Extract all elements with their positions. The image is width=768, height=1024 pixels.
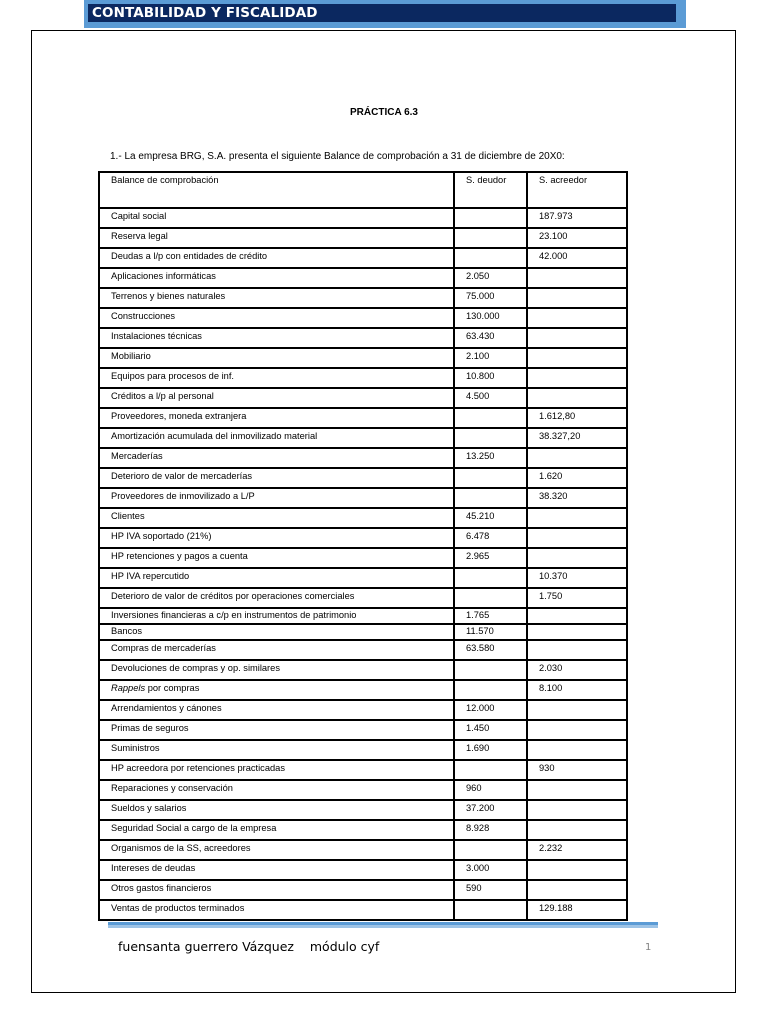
debit-cell: 1.690 [454, 740, 527, 760]
credit-cell [527, 288, 627, 308]
table-row [99, 208, 627, 228]
account-cell: Amortización acumulada del inmovilizado material [99, 428, 454, 448]
account-cell: HP retenciones y pagos a cuenta [99, 548, 454, 568]
debit-cell: 63.430 [454, 328, 527, 348]
debit-cell [454, 660, 527, 680]
table-row [99, 720, 627, 740]
debit-cell: 12.000 [454, 700, 527, 720]
account-cell: Otros gastos financieros [99, 880, 454, 900]
credit-cell: 23.100 [527, 228, 627, 248]
debit-cell: 130.000 [454, 308, 527, 328]
table-row [99, 640, 627, 660]
credit-cell [527, 820, 627, 840]
account-cell-text: por compras [145, 683, 200, 693]
credit-cell [527, 720, 627, 740]
table-row [99, 448, 627, 468]
table-row [99, 408, 627, 428]
debit-cell [454, 588, 527, 608]
credit-cell [527, 368, 627, 388]
table-row [99, 680, 627, 700]
account-cell: HP IVA soportado (21%) [99, 528, 454, 548]
account-cell: Primas de seguros [99, 720, 454, 740]
debit-cell [454, 408, 527, 428]
document-title: PRÁCTICA 6.3 [350, 107, 418, 118]
debit-cell [454, 488, 527, 508]
credit-cell [527, 860, 627, 880]
table-row [99, 568, 627, 588]
credit-cell: 930 [527, 760, 627, 780]
debit-cell [454, 468, 527, 488]
credit-cell: 8.100 [527, 680, 627, 700]
account-cell: Proveedores de inmovilizado a L/P [99, 488, 454, 508]
table-row [99, 508, 627, 528]
credit-cell [527, 448, 627, 468]
table-row [99, 348, 627, 368]
account-cell: Sueldos y salarios [99, 800, 454, 820]
account-cell: Construcciones [99, 308, 454, 328]
table-row [99, 660, 627, 680]
debit-cell: 4.500 [454, 388, 527, 408]
debit-cell [454, 228, 527, 248]
debit-cell: 37.200 [454, 800, 527, 820]
account-cell: Inversiones financieras a c/p en instrumentos de patrimonio [99, 608, 454, 624]
credit-cell [527, 548, 627, 568]
account-cell: Devoluciones de compras y op. similares [99, 660, 454, 680]
account-cell: Bancos [99, 624, 454, 640]
table-row [99, 488, 627, 508]
debit-cell: 590 [454, 880, 527, 900]
account-cell: Deudas a l/p con entidades de crédito [99, 248, 454, 268]
credit-cell: 2.030 [527, 660, 627, 680]
credit-cell [527, 608, 627, 624]
credit-cell [527, 800, 627, 820]
debit-cell: 45.210 [454, 508, 527, 528]
debit-cell: 11.570 [454, 624, 527, 640]
table-row [99, 900, 627, 920]
debit-cell: 10.800 [454, 368, 527, 388]
credit-cell [527, 640, 627, 660]
account-cell: Clientes [99, 508, 454, 528]
credit-cell: 187.973 [527, 208, 627, 228]
debit-cell [454, 900, 527, 920]
credit-cell [527, 508, 627, 528]
table-row [99, 528, 627, 548]
table-row [99, 880, 627, 900]
debit-cell: 3.000 [454, 860, 527, 880]
account-cell: Reparaciones y conservación [99, 780, 454, 800]
debit-cell: 2.100 [454, 348, 527, 368]
debit-cell: 13.250 [454, 448, 527, 468]
debit-cell: 63.580 [454, 640, 527, 660]
column-header-account: Balance de comprobación [99, 172, 454, 208]
account-cell-italic: Rappels [111, 683, 146, 693]
table-row [99, 780, 627, 800]
account-cell: Capital social [99, 208, 454, 228]
credit-cell [527, 268, 627, 288]
credit-cell [527, 388, 627, 408]
debit-cell [454, 840, 527, 860]
credit-cell: 2.232 [527, 840, 627, 860]
credit-cell [527, 700, 627, 720]
account-cell: Aplicaciones informáticas [99, 268, 454, 288]
credit-cell [527, 780, 627, 800]
table-row [99, 288, 627, 308]
debit-cell [454, 208, 527, 228]
table-row [99, 700, 627, 720]
footer-author: fuensanta guerrero Vázquez módulo cyf [118, 939, 380, 954]
page-number: 1 [645, 942, 652, 953]
account-cell: Intereses de deudas [99, 860, 454, 880]
credit-cell [527, 624, 627, 640]
debit-cell: 6.478 [454, 528, 527, 548]
debit-cell: 75.000 [454, 288, 527, 308]
table-row [99, 428, 627, 448]
credit-cell: 1.612,80 [527, 408, 627, 428]
table-row [99, 588, 627, 608]
account-cell: Equipos para procesos de inf. [99, 368, 454, 388]
account-cell: Reserva legal [99, 228, 454, 248]
account-cell: Créditos a l/p al personal [99, 388, 454, 408]
credit-cell: 1.620 [527, 468, 627, 488]
trial-balance-table [98, 171, 628, 921]
table-row [99, 624, 627, 640]
credit-cell [527, 328, 627, 348]
credit-cell: 38.320 [527, 488, 627, 508]
credit-cell [527, 308, 627, 328]
table-row [99, 840, 627, 860]
debit-cell [454, 680, 527, 700]
table-row [99, 388, 627, 408]
account-cell: Suministros [99, 740, 454, 760]
table-row [99, 608, 627, 624]
debit-cell: 1.450 [454, 720, 527, 740]
account-cell: Mobiliario [99, 348, 454, 368]
credit-cell: 42.000 [527, 248, 627, 268]
credit-cell: 129.188 [527, 900, 627, 920]
account-cell: Terrenos y bienes naturales [99, 288, 454, 308]
credit-cell [527, 348, 627, 368]
account-cell: Proveedores, moneda extranjera [99, 408, 454, 428]
account-cell: Deterioro de valor de mercaderías [99, 468, 454, 488]
intro-text: 1.- La empresa BRG, S.A. presenta el siguiente Balance de comprobación a 31 de diciembre de 20X0: [110, 151, 565, 162]
account-cell: Organismos de la SS, acreedores [99, 840, 454, 860]
table-row [99, 820, 627, 840]
debit-cell [454, 760, 527, 780]
table-row [99, 740, 627, 760]
account-cell [99, 680, 454, 700]
credit-cell [527, 880, 627, 900]
debit-cell [454, 248, 527, 268]
table-row [99, 308, 627, 328]
account-cell: Arrendamientos y cánones [99, 700, 454, 720]
account-cell: HP IVA repercutido [99, 568, 454, 588]
account-cell: Mercaderías [99, 448, 454, 468]
debit-cell: 2.965 [454, 548, 527, 568]
debit-cell: 8.928 [454, 820, 527, 840]
footer-rule-light [108, 925, 658, 928]
debit-cell [454, 568, 527, 588]
table-row [99, 468, 627, 488]
table-row [99, 268, 627, 288]
table-row [99, 548, 627, 568]
debit-cell [454, 428, 527, 448]
account-cell: Instalaciones técnicas [99, 328, 454, 348]
table-row [99, 228, 627, 248]
account-cell: Compras de mercaderías [99, 640, 454, 660]
table-row [99, 760, 627, 780]
credit-cell [527, 528, 627, 548]
table-row [99, 248, 627, 268]
credit-cell: 10.370 [527, 568, 627, 588]
account-cell: HP acreedora por retenciones practicadas [99, 760, 454, 780]
table-row [99, 800, 627, 820]
debit-cell: 1.765 [454, 608, 527, 624]
account-cell: Ventas de productos terminados [99, 900, 454, 920]
column-header-debit: S. deudor [454, 172, 527, 208]
account-cell: Seguridad Social a cargo de la empresa [99, 820, 454, 840]
column-header-credit: S. acreedor [527, 172, 627, 208]
credit-cell: 38.327,20 [527, 428, 627, 448]
account-cell: Deterioro de valor de créditos por operaciones comerciales [99, 588, 454, 608]
table-row [99, 860, 627, 880]
debit-cell: 960 [454, 780, 527, 800]
credit-cell [527, 740, 627, 760]
table-header-row [99, 172, 627, 208]
table-row [99, 368, 627, 388]
credit-cell: 1.750 [527, 588, 627, 608]
header-title: CONTABILIDAD Y FISCALIDAD [92, 5, 318, 21]
table-row [99, 328, 627, 348]
debit-cell: 2.050 [454, 268, 527, 288]
